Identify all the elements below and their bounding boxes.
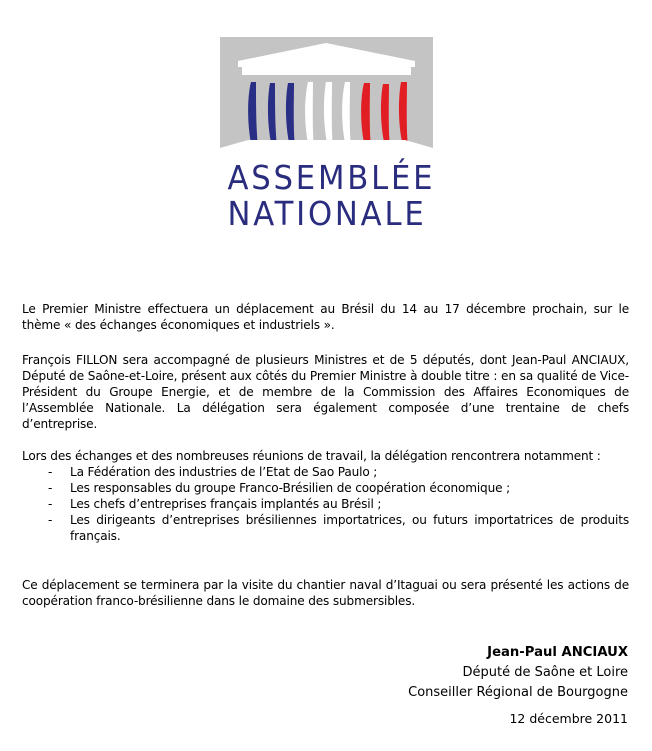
- list-item: [22, 464, 629, 480]
- list-item-text: La Fédération des industries de l’Etat de Sao Paulo ;: [70, 465, 378, 479]
- paragraph-announcement: Le Premier Ministre effectuera un déplacement au Brésil du 14 au 17 décembre prochain, sur le thème « des échanges économiques et industriels ».: [22, 302, 629, 332]
- list-item-text: Les responsables du groupe Franco-Brésilien de coopération économique ;: [70, 481, 510, 495]
- paragraph-conclusion: Ce déplacement se terminera par la visite du chantier naval d’Itaguai ou sera présenté les actions de coopération franco-brésilienne dans le domaine des submersibles.: [22, 578, 629, 608]
- signature-block: [408, 643, 628, 703]
- dash-bullet-icon: -: [48, 465, 53, 479]
- paragraph-delegation: François FILLON sera accompagné de plusieurs Ministres et de 5 députés, dont Jean-Paul ANCIAUX, Député de Saône-et-Loire, présent aux côtés du Premier Ministre à double titre : en sa qualité de Vice-Président du Groupe Energie, et de membre de la Commission des Affaires Economiques de l’Assemblée Nationale. La délégation sera également composée d’une trentaine de chefs d’entreprise.: [22, 353, 629, 431]
- base-steps: [220, 140, 433, 148]
- assemblee-nationale-logo: [220, 37, 436, 233]
- meetings-intro: Lors des échanges et des nombreuses réunions de travail, la délégation rencontrera notamment :: [22, 449, 601, 463]
- list-item: [22, 496, 629, 512]
- signature-title-deputy: Député de Saône et Loire: [462, 665, 628, 680]
- list-item-text: Les chefs d’entreprises français implantés au Brésil ;: [70, 497, 382, 511]
- dash-bullet-icon: -: [48, 481, 53, 495]
- list-item-text: Les dirigeants d’entreprises brésiliennes importatrices, ou futurs importatrices de produits français.: [70, 513, 629, 543]
- logo-title-line2: NATIONALE: [227, 194, 427, 233]
- dash-bullet-icon: -: [48, 497, 53, 511]
- list-item: [22, 512, 629, 544]
- signature-name: Jean-Paul ANCIAUX: [487, 645, 628, 660]
- dash-bullet-icon: -: [48, 513, 53, 527]
- signature-title-councillor: Conseiller Régional de Bourgogne: [408, 685, 628, 700]
- list-item: [22, 480, 629, 496]
- meetings-list: [22, 464, 629, 544]
- palais-bourbon-emblem: [220, 37, 433, 148]
- logo-title-line1: ASSEMBLÉE: [227, 158, 436, 197]
- entablature: [242, 67, 411, 75]
- document-date: 12 décembre 2011: [509, 711, 628, 726]
- columns: [248, 82, 408, 148]
- paragraph-meetings: [22, 448, 629, 544]
